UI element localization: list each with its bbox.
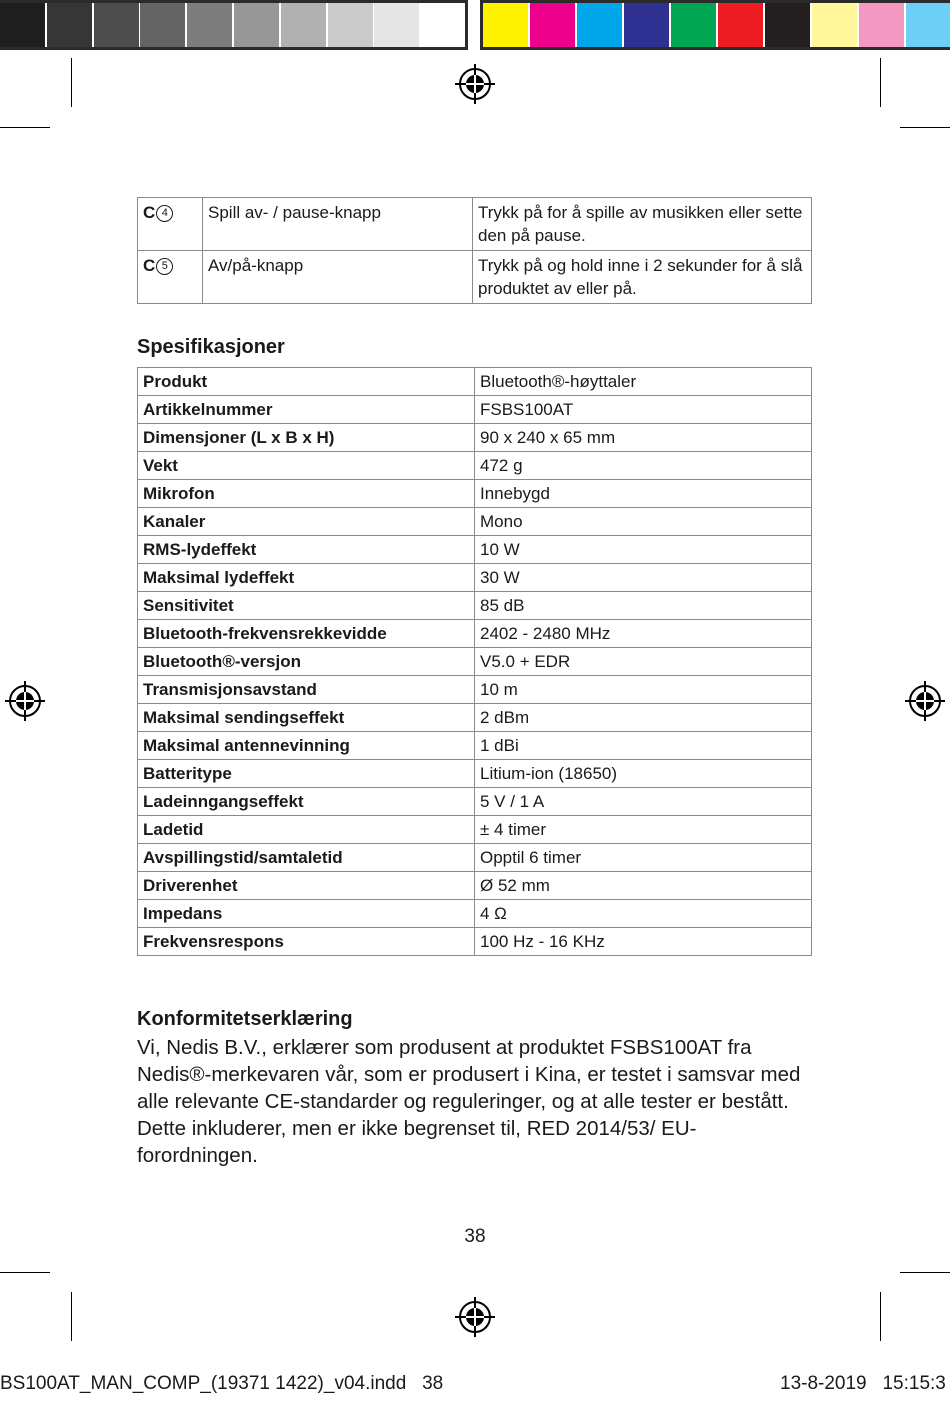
table-row	[138, 900, 812, 928]
crop-mark	[71, 58, 72, 107]
spec-value: ± 4 timer	[475, 816, 812, 844]
control-desc-cell: Trykk på og hold inne i 2 sekunder for å slå produktet av eller på.	[473, 251, 812, 304]
conformity-text: Vi, Nedis B.V., erklærer som produsent at produktet FSBS100AT fra Nedis®-merkevaren vår, som er produsert i Kina, er testet i samsvar med alle relevante CE-standarder og reguleringer, og at alle tester er bestått. Dette inkluderer, men er ikke begrenset til, RED 2014/53/ EU-forordningen.	[137, 1036, 801, 1167]
spec-key: Ladetid	[138, 816, 475, 844]
registration-mark-icon	[905, 681, 945, 721]
spec-value: Bluetooth®-høyttaler	[475, 368, 812, 396]
crop-mark	[900, 127, 950, 128]
table-row	[138, 872, 812, 900]
table-row	[138, 648, 812, 676]
spec-key: Driverenhet	[138, 872, 475, 900]
control-id-cell	[138, 198, 203, 251]
spec-value: Opptil 6 timer	[475, 844, 812, 872]
table-row	[138, 620, 812, 648]
crop-mark	[71, 1292, 72, 1341]
spec-key: Dimensjoner (L x B x H)	[138, 424, 475, 452]
spec-key: Ladeinngangseffekt	[138, 788, 475, 816]
table-row	[138, 368, 812, 396]
controls-table	[137, 197, 812, 304]
specs-heading: Spesifikasjoner	[137, 336, 285, 358]
registration-mark-icon	[455, 1297, 495, 1337]
control-letter: C	[143, 256, 156, 275]
spec-key: Bluetooth-frekvensrekkevidde	[138, 620, 475, 648]
spec-key: Bluetooth®-versjon	[138, 648, 475, 676]
spec-key: Avspillingstid/samtaletid	[138, 844, 475, 872]
spec-key: Frekvensrespons	[138, 928, 475, 956]
table-row	[138, 732, 812, 760]
crop-mark	[0, 127, 50, 128]
specs-table	[137, 367, 812, 956]
print-color-bar	[0, 0, 950, 50]
spec-value: 2402 - 2480 MHz	[475, 620, 812, 648]
spec-value: 472 g	[475, 452, 812, 480]
spec-value: 90 x 240 x 65 mm	[475, 424, 812, 452]
table-row	[138, 816, 812, 844]
spec-key: Mikrofon	[138, 480, 475, 508]
registration-mark-icon	[5, 681, 45, 721]
spec-value: Litium-ion (18650)	[475, 760, 812, 788]
color-bar-frame	[480, 0, 950, 50]
spec-value: 30 W	[475, 564, 812, 592]
spec-value: Innebygd	[475, 480, 812, 508]
crop-mark	[880, 1292, 881, 1341]
spec-key: Kanaler	[138, 508, 475, 536]
spec-key: Maksimal sendingseffekt	[138, 704, 475, 732]
spec-value: FSBS100AT	[475, 396, 812, 424]
control-letter: C	[143, 203, 156, 222]
spec-value: 4 Ω	[475, 900, 812, 928]
table-row	[138, 592, 812, 620]
spec-value: 85 dB	[475, 592, 812, 620]
spec-value: 5 V / 1 A	[475, 788, 812, 816]
spec-value: 10 m	[475, 676, 812, 704]
footer-filename: BS100AT_MAN_COMP_(19371 1422)_v04.indd 38	[0, 1373, 444, 1394]
crop-mark	[0, 1272, 50, 1273]
spec-value: V5.0 + EDR	[475, 648, 812, 676]
table-row	[138, 480, 812, 508]
spec-value: 1 dBi	[475, 732, 812, 760]
table-row	[138, 788, 812, 816]
spec-value: 100 Hz - 16 KHz	[475, 928, 812, 956]
spec-value: Mono	[475, 508, 812, 536]
spec-key: Vekt	[138, 452, 475, 480]
table-row	[138, 396, 812, 424]
spec-key: Maksimal antennevinning	[138, 732, 475, 760]
table-row	[138, 564, 812, 592]
control-name-cell: Spill av- / pause-knapp	[203, 198, 473, 251]
table-row	[138, 251, 812, 304]
table-row	[138, 760, 812, 788]
crop-mark	[900, 1272, 950, 1273]
table-row	[138, 424, 812, 452]
table-row	[138, 704, 812, 732]
control-id-cell	[138, 251, 203, 304]
spec-key: Transmisjonsavstand	[138, 676, 475, 704]
page-number: 38	[464, 1226, 486, 1247]
table-row	[138, 844, 812, 872]
spec-value: Ø 52 mm	[475, 872, 812, 900]
spec-key: Produkt	[138, 368, 475, 396]
gray-bar-frame	[0, 0, 468, 50]
table-row	[138, 928, 812, 956]
spec-key: Maksimal lydeffekt	[138, 564, 475, 592]
spec-key: Artikkelnummer	[138, 396, 475, 424]
control-number-badge: 5	[156, 258, 173, 275]
spec-key: RMS-lydeffekt	[138, 536, 475, 564]
table-row	[138, 452, 812, 480]
footer-date: 13-8-2019 15:15:3	[780, 1373, 946, 1394]
crop-mark	[880, 58, 881, 107]
table-row	[138, 198, 812, 251]
spec-value: 2 dBm	[475, 704, 812, 732]
spec-value: 10 W	[475, 536, 812, 564]
spec-key: Batteritype	[138, 760, 475, 788]
control-number-badge: 4	[156, 205, 173, 222]
control-desc-cell: Trykk på for å spille av musikken eller sette den på pause.	[473, 198, 812, 251]
spec-key: Impedans	[138, 900, 475, 928]
spec-key: Sensitivitet	[138, 592, 475, 620]
table-row	[138, 536, 812, 564]
control-name-cell: Av/på-knapp	[203, 251, 473, 304]
registration-mark-icon	[455, 64, 495, 104]
table-row	[138, 508, 812, 536]
conformity-heading: Konformitetserklæring	[137, 1008, 353, 1030]
table-row	[138, 676, 812, 704]
